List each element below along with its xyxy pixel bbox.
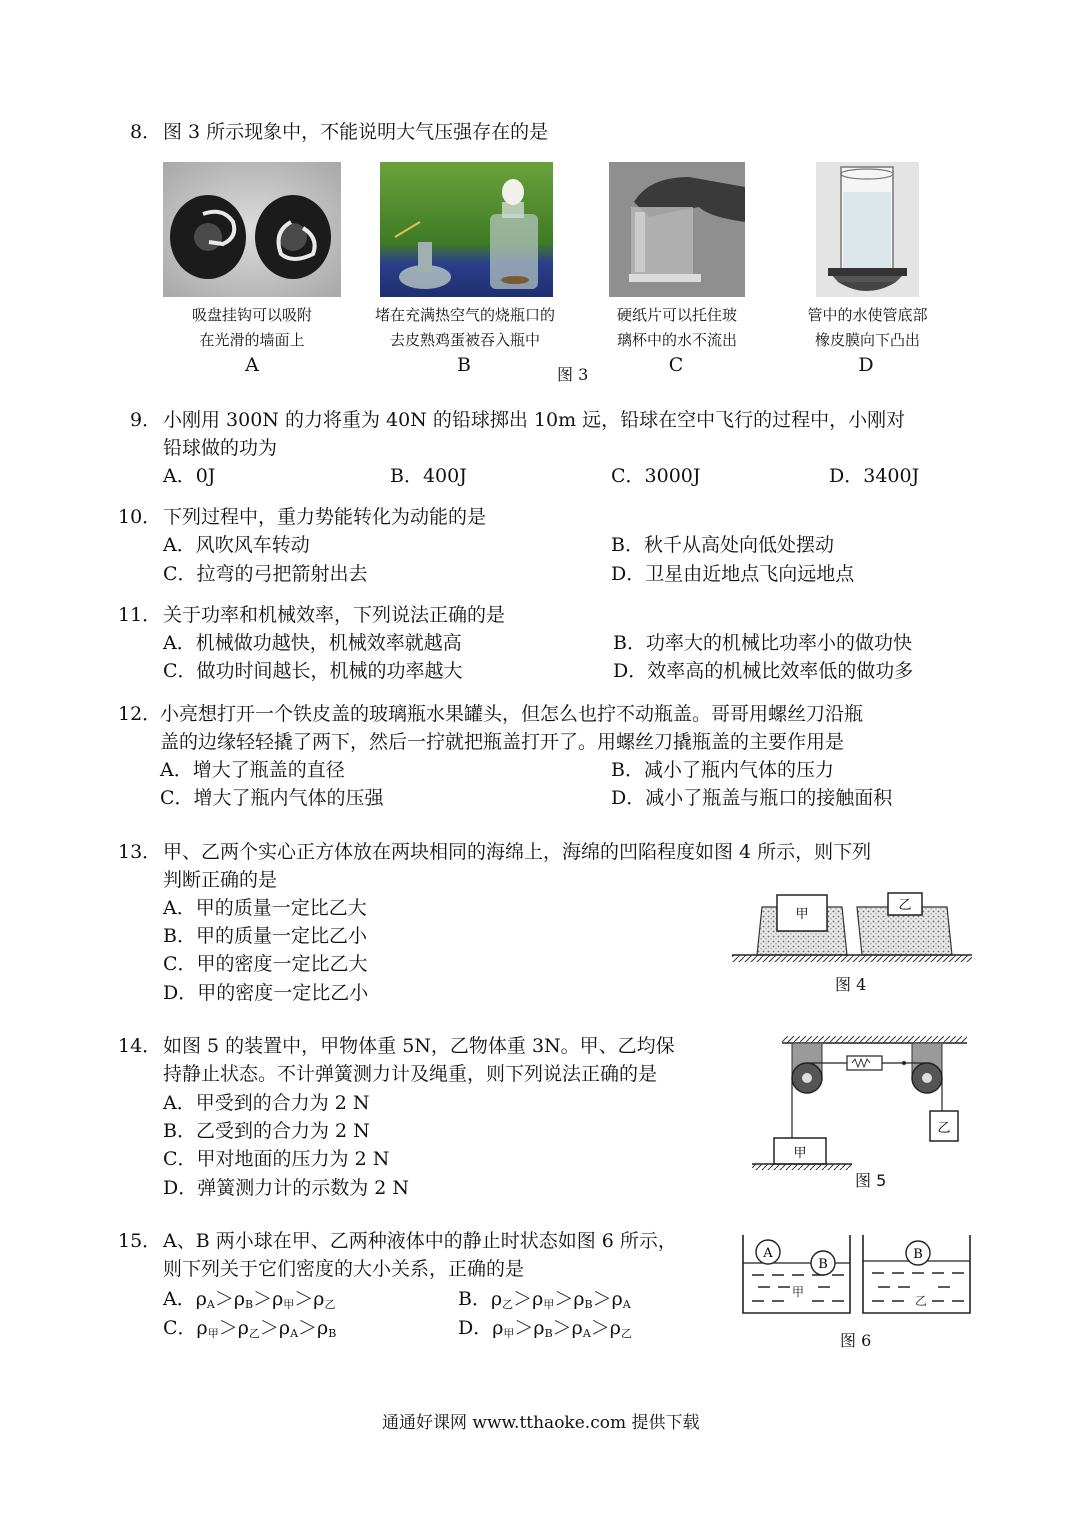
question-number: 11． [118,604,162,626]
choice-b: B．功率大的机械比功率小的做功快 [613,632,912,654]
choice-d: D．卫星由近地点飞向远地点 [611,563,855,585]
figure-label: 图 6 [840,1331,872,1350]
rho-subscript: 甲 [207,1327,219,1340]
rho-subscript: B [544,1327,553,1340]
rho-subscript: 乙 [324,1298,336,1311]
question-stem: 小刚用 300N 的力将重为 40N 的铅球掷出 10m 远，铅球在空中飞行的过程中，小刚对 [163,409,906,431]
question-stem: 如图 5 的装置中，甲物体重 5N，乙物体重 3N。甲、乙均保 [163,1035,675,1057]
choice-c: C．拉弯的弓把箭射出去 [163,563,368,585]
rho-subscript: A [206,1298,215,1311]
choice-a: A．甲的质量一定比乙大 [163,897,367,919]
comparison: ＞ρ [253,1288,284,1310]
question-stem: 则下列关于它们密度的大小关系，正确的是 [163,1258,525,1280]
panel-letter: C [668,354,684,376]
choice-prefix: B． [458,1288,491,1310]
question-number: 8． [130,121,162,143]
choice-prefix: A． [163,1288,196,1310]
panel-letter: A [245,354,259,376]
choice-a: A．机械做功越快，机械效率就越高 [163,632,462,654]
comparison: ＞ρ [214,1288,246,1310]
choice-a [163,1287,335,1317]
rho-symbol: ρ [492,1317,504,1339]
ball-b-label: B [818,1257,828,1272]
choice-c: C．甲的密度一定比乙大 [163,953,368,975]
choice-d: D．减小了瓶盖与瓶口的接触面积 [611,787,893,809]
pulley-diagram [752,1036,972,1180]
rho-subscript: 甲 [283,1298,295,1311]
rho-subscript: A [622,1298,631,1311]
comparison: ＞ρ [592,1288,623,1310]
question-stem: A、B 两小球在甲、乙两种液体中的静止时状态如图 6 所示， [163,1230,677,1252]
caption-line: 堵在充满热空气的烧瓶口的 [374,306,555,324]
comparison: ＞ρ [590,1317,621,1339]
choice-c: C．甲对地面的压力为 2 N [163,1148,390,1170]
rho-subscript: 甲 [503,1327,515,1340]
question-number: 12． [118,703,162,725]
choice-b: B．减小了瓶内气体的压力 [611,759,834,781]
question-stem: 关于功率和机械效率，下列说法正确的是 [163,604,506,626]
question-number: 9． [130,409,162,431]
rho-symbol: ρ [196,1317,208,1339]
suction-cup-photo [163,162,341,297]
choice-c: C．3000J [611,465,701,487]
label-yi: 乙 [937,1121,951,1136]
question-number: 10． [118,506,162,528]
choice-b: B．秋千从高处向低处摆动 [611,534,834,556]
choice-d: D．弹簧测力计的示数为 2 N [163,1177,410,1199]
liquid-yi-label: 乙 [914,1294,928,1308]
choice-b: B．乙受到的合力为 2 N [163,1120,370,1142]
question-stem: 盖的边缘轻轻撬了两下，然后一拧就把瓶盖打开了。用螺丝刀撬瓶盖的主要作用是 [160,731,845,753]
flask-egg-photo [380,162,553,297]
caption-line: 璃杯中的水不流出 [616,331,737,349]
glass-card-photo [609,162,745,297]
comparison: ＞ρ [514,1317,545,1339]
choice-a: A．甲受到的合力为 2 N [163,1092,370,1114]
comparison: ＞ρ [259,1317,291,1339]
caption-line: 硬纸片可以托住玻 [616,306,737,324]
rho-subscript: B [328,1327,337,1340]
question-stem: 持静止状态。不计弹簧测力计及绳重，则下列说法正确的是 [163,1063,658,1085]
caption-line: 去皮熟鸡蛋被吞入瓶中 [389,331,540,349]
caption-line: 吸盘挂钩可以吸附 [191,306,312,324]
tube-membrane-photo [816,162,919,297]
label-yi: 乙 [898,898,912,913]
comparison: ＞ρ [298,1317,329,1339]
panel-letter: B [457,354,471,376]
choice-d: D．甲的密度一定比乙小 [163,982,369,1004]
question-number: 14． [118,1035,162,1057]
choice-prefix: D． [458,1317,493,1339]
question-number: 15． [118,1230,162,1252]
choice-d: D．效率高的机械比效率低的做功多 [613,660,914,682]
sponge-diagram [732,885,977,974]
rho-subscript: 乙 [248,1327,260,1340]
comparison: ＞ρ [554,1288,585,1310]
choice-d [458,1316,632,1346]
rho-subscript: B [245,1298,254,1311]
comparison: ＞ρ [513,1288,544,1310]
ball-a-label: A [763,1246,773,1261]
choice-c: C．做功时间越长，机械的功率越大 [163,660,463,682]
question-stem: 铅球做的功为 [163,437,278,459]
caption-line: 橡皮膜向下凸出 [814,331,920,349]
label-jia: 甲 [793,1146,807,1161]
comparison: ＞ρ [218,1317,249,1339]
caption-line: 管中的水使管底部 [807,306,928,324]
question-stem: 小亮想打开一个铁皮盖的玻璃瓶水果罐头，但怎么也拧不动瓶盖。哥哥用螺丝刀沿瓶 [160,703,864,725]
question-stem: 甲、乙两个实心正方体放在两块相同的海绵上，海绵的凹陷程度如图 4 所示，则下列 [163,841,872,863]
label-jia: 甲 [795,907,809,922]
choice-prefix: C． [163,1317,197,1339]
caption-line: 在光滑的墙面上 [199,331,305,349]
choice-b [458,1287,631,1317]
comparison: ＞ρ [552,1317,583,1339]
rho-subscript: 乙 [502,1298,514,1311]
choice-a: A．0J [163,465,216,487]
figure-label: 图 5 [855,1171,887,1190]
choice-b: B．400J [390,465,467,487]
choice-b: B．甲的质量一定比乙小 [163,925,367,947]
rho-symbol: ρ [490,1288,503,1310]
rho-subscript: A [582,1327,591,1340]
choice-d: D．3400J [829,465,920,487]
comparison: ＞ρ [294,1288,325,1310]
panel-letter: D [858,354,874,376]
choice-a: A．增大了瓶盖的直径 [160,759,345,781]
rho-subscript: A [290,1327,299,1340]
question-stem: 判断正确的是 [163,869,278,891]
choice-c [163,1316,336,1346]
choice-c: C．增大了瓶内气体的压强 [160,787,384,809]
liquid-jia-label: 甲 [791,1285,805,1299]
figure-label: 图 4 [835,975,867,994]
rho-subscript: B [584,1298,593,1311]
rho-subscript: 乙 [620,1327,632,1340]
liquid-containers-diagram [738,1233,978,1322]
choice-a: A．风吹风车转动 [163,534,310,556]
footer-credit: 通通好课网 www.tthaoke.com 提供下载 [382,1413,700,1433]
ball-b-label: B [913,1247,923,1262]
rho-symbol: ρ [195,1288,207,1310]
rho-subscript: 甲 [543,1298,555,1311]
question-stem: 下列过程中，重力势能转化为动能的是 [163,506,487,528]
question-number: 13． [118,841,162,863]
figure-label: 图 3 [557,365,589,384]
question-stem: 图 3 所示现象中，不能说明大气压强存在的是 [163,121,549,143]
